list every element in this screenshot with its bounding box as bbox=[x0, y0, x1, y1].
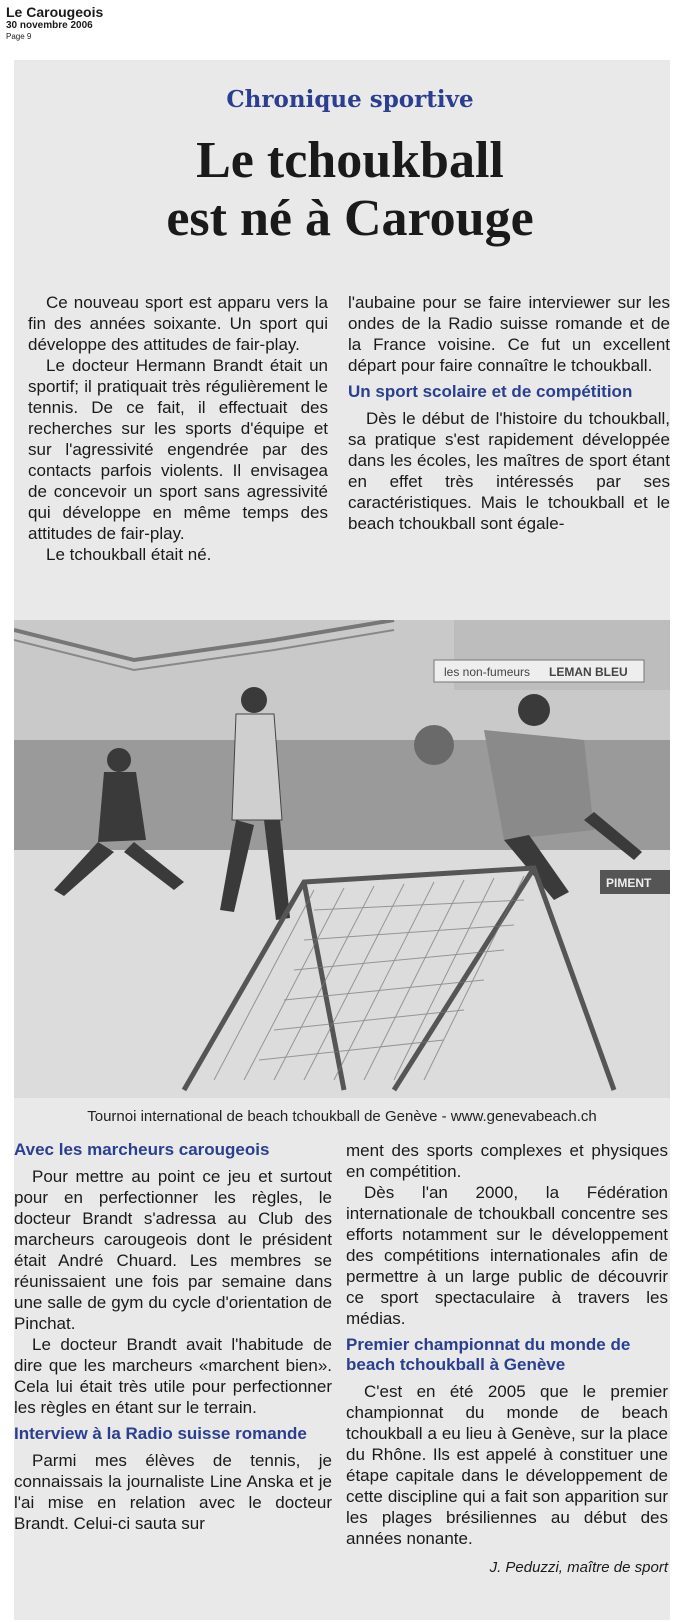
article-rubric: Chronique sportive bbox=[226, 86, 474, 113]
section-heading: Premier championnat du monde de beach tchoukball à Genève bbox=[346, 1335, 631, 1374]
sign-non-fumeurs: les non-fumeurs bbox=[444, 665, 531, 679]
masthead bbox=[6, 4, 103, 42]
publication-date: 30 novembre 2006 bbox=[6, 20, 93, 31]
sign-leman-bleu: LEMAN BLEU bbox=[549, 665, 628, 679]
paragraph: Parmi mes élèves de tennis, je connaissais la journaliste Line Anska et je l'ai mise en relation avec le docteur Brandt. Celui-ci sauta sur bbox=[14, 1451, 332, 1533]
section-heading: Interview à la Radio suisse romande bbox=[14, 1424, 307, 1443]
paragraph: Dès l'an 2000, la Fédération internationale de tchoukball concentre ses efforts notamment sur le développement des compétitions internationales afin de permettre à un large public de découvrir ce sport spectaculaire à travers les médias. bbox=[346, 1183, 668, 1328]
article-title-line-2: est né à Carouge bbox=[166, 190, 534, 247]
column-4 bbox=[346, 1140, 668, 1578]
paragraph: Dès le début de l'histoire du tchoukball, sa pratique s'est rapidement développée dans les écoles, les maîtres de sport étant en effet très intéressés par ses caractéristiques. Mais le tchoukball et le beach tchoukball sont égale- bbox=[348, 409, 670, 533]
page-number: Page 9 bbox=[6, 32, 32, 41]
paragraph: Ce nouveau sport est apparu vers la fin des années soixante. Un sport qui développe des attitudes de fair-play. bbox=[28, 293, 328, 354]
article-title bbox=[0, 132, 700, 248]
photo-illustration bbox=[14, 620, 670, 1098]
sign-piment: PIMENT bbox=[606, 876, 652, 890]
paragraph: Le tchoukball était né. bbox=[46, 545, 212, 564]
paragraph: l'aubaine pour se faire interviewer sur les ondes de la Radio suisse romande et de la France voisine. Ce fut un excellent départ pour faire connaître le tchoukball. bbox=[348, 293, 670, 375]
photo-caption: Tournoi international de beach tchoukball de Genève - www.genevabeach.ch bbox=[87, 1108, 597, 1125]
column-3 bbox=[14, 1140, 332, 1534]
author-signature: J. Peduzzi, maître de sport bbox=[489, 1559, 668, 1576]
paragraph: ment des sports complexes et physiques en compétition. bbox=[346, 1141, 668, 1181]
beach-tchoukball-photo bbox=[14, 620, 670, 1098]
column-2 bbox=[348, 292, 670, 534]
article-title-line-1: Le tchoukball bbox=[196, 132, 504, 189]
column-1 bbox=[28, 292, 328, 565]
publication-name: Le Carougeois bbox=[6, 4, 104, 20]
paragraph: Le docteur Hermann Brandt était un sportif; il pratiquait très régulièrement le tennis. De ce fait, il effectuait des recherches sur les sports d'équipe et sur l'agressivité engendrée par des contacts parfois violents. Il envisagea de concevoir un sport sans agressivité qui développe en même temps des attitudes de fair-play. bbox=[28, 356, 328, 543]
paragraph: Pour mettre au point ce jeu et surtout pour en perfectionner les règles, le docteur Brandt s'adressa au Club des marcheurs carougeois dont le président était André Chuard. Les membres se réunissaient une fois par semaine dans une salle de gym du cycle d'orientation de Pinchat. bbox=[14, 1167, 332, 1333]
section-heading: Un sport scolaire et de compétition bbox=[348, 382, 633, 401]
paragraph: C'est en été 2005 que le premier championnat du monde de beach tchoukball a eu lieu à Genève, sur la place du Rhône. Ils est appelé à constituer une étape capitale dans le développement de cette discipline qui a fait son apparition sur les plages brésiliennes au début des années nonante. bbox=[346, 1382, 668, 1548]
section-heading: Avec les marcheurs carougeois bbox=[14, 1140, 270, 1159]
paragraph: Le docteur Brandt avait l'habitude de dire que les marcheurs «marchent bien». Cela lui était très utile pour perfectionner les règles en étant sur le terrain. bbox=[14, 1335, 332, 1417]
